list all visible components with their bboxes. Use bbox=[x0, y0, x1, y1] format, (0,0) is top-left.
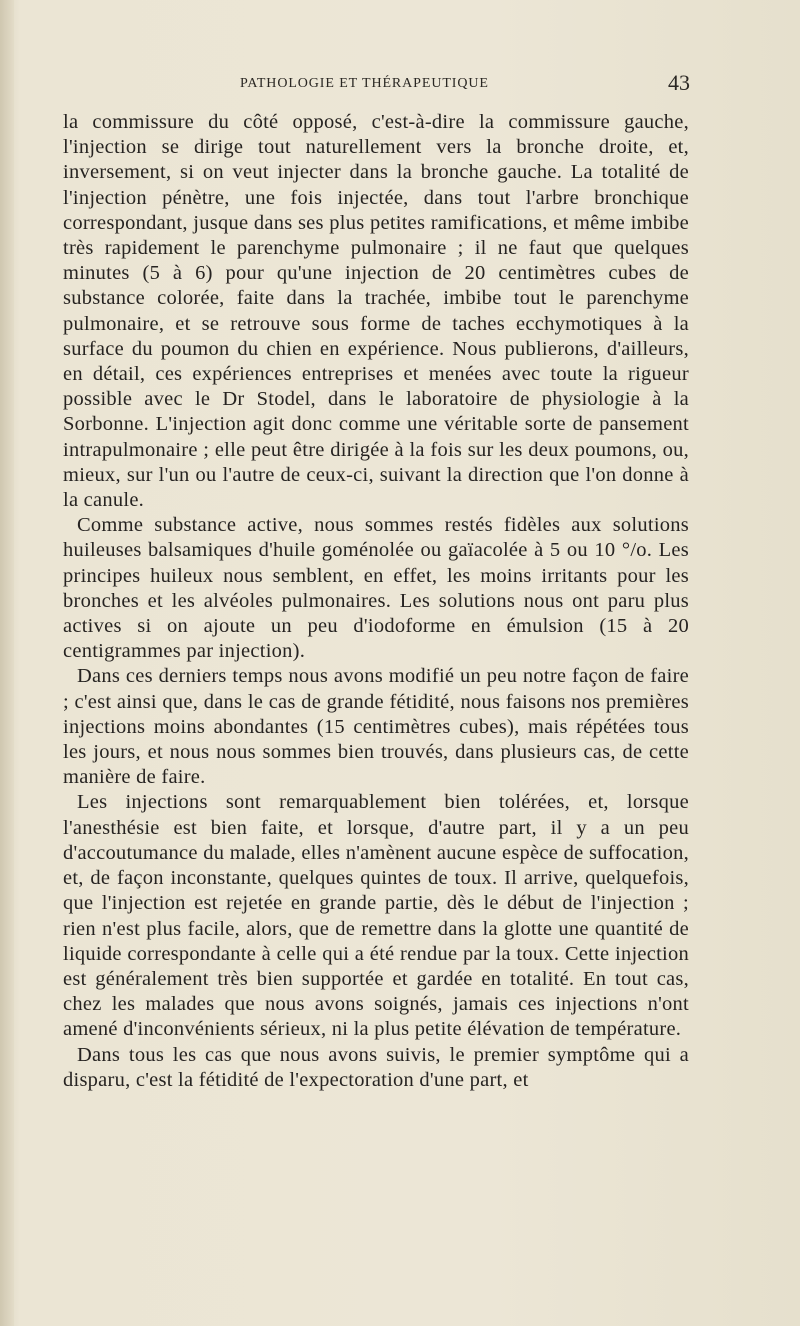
paragraph: Dans ces derniers temps nous avons modifié un peu notre façon de faire ; c'est ainsi que, dans le cas de grande fétidité, nous faisons nos premières injections moins abondantes (15 centimètres cubes), mais répétées tous les jours, et nous nous sommes bien trouvés, dans plusieurs cas, de cette manière de faire. bbox=[63, 665, 689, 789]
running-head: PATHOLOGIE ET THÉRAPEUTIQUE bbox=[240, 76, 489, 91]
paragraph: Comme substance active, nous sommes restés fidèles aux solutions huileuses balsamiques d'huile goménolée ou gaïacolée à 5 ou 10 °/o. Les principes huileux nous semblent, en effet, les moins irritants pour les bronches et les alvéoles pulmonaires. Les solutions nous ont paru plus actives si on ajoute un peu d'iodoforme en émulsion (15 à 20 centigrammes par injection). bbox=[63, 514, 689, 663]
paragraph: Les injections sont remarquablement bien tolérées, et, lorsque l'anesthésie est bien faite, et lorsque, d'autre part, il y a un peu d'accoutumance du malade, elles n'amènent aucune espèce de suffocation, et, de façon inconstante, quelques quintes de toux. Il arrive, quelquefois, que l'injection est rejetée en grande partie, dès le début de l'injection ; rien n'est plus facile, alors, que de remettre dans la glotte une quantité de liquide correspondante à celle qui a été rendue par la toux. Cette injection est généralement très bien supportée et gardée en totalité. En tout cas, chez les malades que nous avons soignés, jamais ces injections n'ont amené d'inconvénients sérieux, ni la plus petite élévation de température. bbox=[63, 791, 689, 1041]
paragraph: Dans tous les cas que nous avons suivis, le premier symptôme qui a disparu, c'est la fétidité de l'expectoration d'une part, et bbox=[63, 1043, 689, 1091]
page-header bbox=[60, 70, 700, 100]
page-number: 43 bbox=[668, 70, 690, 95]
page-binding-edge bbox=[0, 0, 14, 1326]
paragraph: la commissure du côté opposé, c'est-à-dire la commissure gauche, l'injection se dirige tout naturellement vers la bronche droite, et, inversement, si on veut injecter dans la bronche gauche. La totalité de l'injection pénètre, une fois injectée, dans tout l'arbre bronchique correspondant, jusque dans ses plus petites ramifications, et même imbibe très rapidement le parenchyme pulmonaire ; il ne faut que quelques minutes (5 à 6) pour qu'une injection de 20 centimètres cubes de substance colorée, faite dans la trachée, imbibe tout le parenchyme pulmonaire, et se retrouve sous forme de taches ecchymotiques à la surface du poumon du chien en expérience. Nous publierons, d'ailleurs, en détail, ces expériences entreprises et menées avec toute la rigueur possible avec le Dr Stodel, dans le laboratoire de physiologie à la Sorbonne. L'injection agit donc comme une véritable sorte de pansement intrapulmonaire ; elle peut être dirigée à la fois sur les deux poumons, ou, mieux, sur l'un ou l'autre de ceux-ci, suivant la direction que l'on donne à la canule. bbox=[63, 111, 689, 512]
body-text bbox=[63, 110, 689, 1093]
